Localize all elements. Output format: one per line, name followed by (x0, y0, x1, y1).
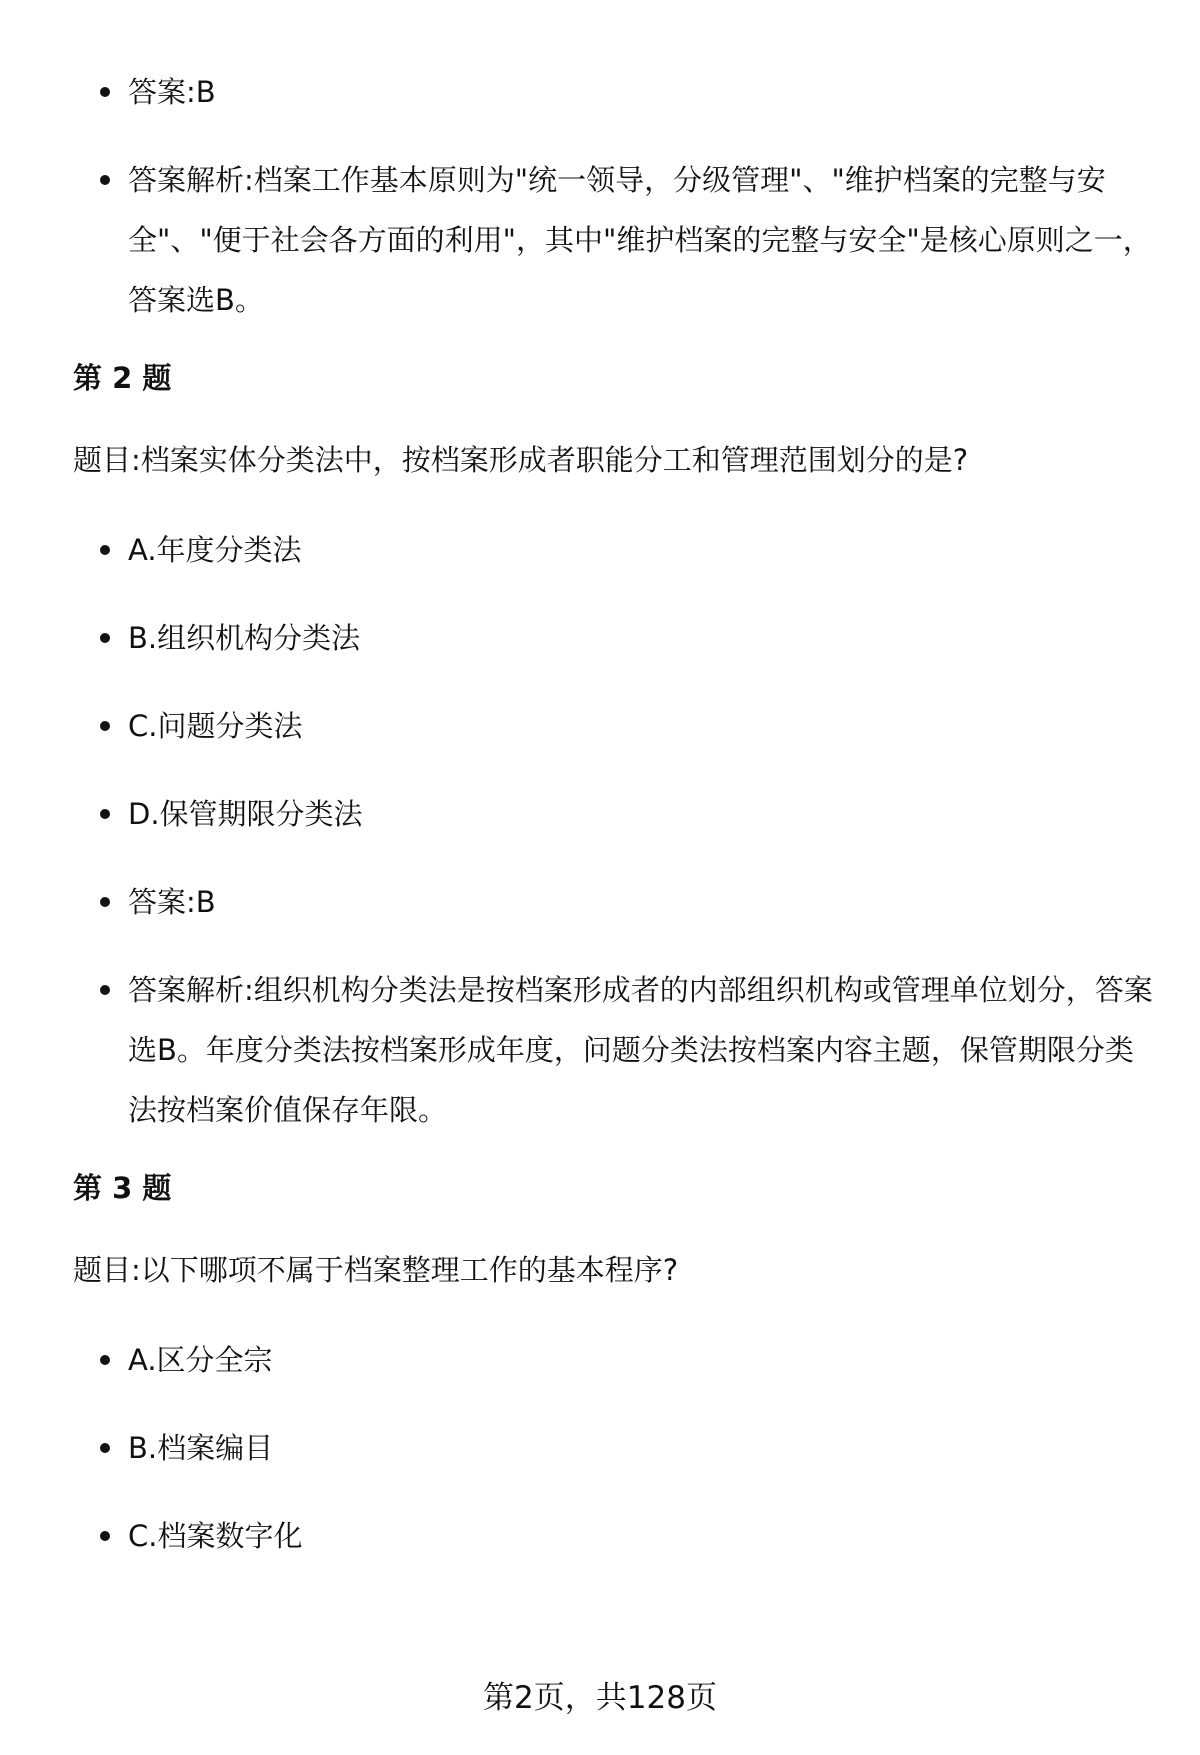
q2-option-c: C.问题分类法 (73, 696, 1153, 756)
q3-option-a: A.区分全宗 (73, 1330, 1153, 1390)
q2-answer: 答案:B (73, 872, 1153, 932)
q3-question: 题目:以下哪项不属于档案整理工作的基本程序? (73, 1253, 679, 1287)
q2-option-d: D.保管期限分类法 (73, 784, 1153, 844)
q1-list (73, 62, 1153, 330)
q1-answer: 答案:B (73, 62, 1153, 122)
q2-list (73, 520, 1153, 1140)
q2-question: 题目:档案实体分类法中，按档案形成者职能分工和管理范围划分的是? (73, 443, 969, 477)
page-content (73, 62, 1153, 1594)
q3-heading: 第 3 题 (73, 1171, 172, 1205)
q2-option-a: A.年度分类法 (73, 520, 1153, 580)
q2-explanation: 答案解析:组织机构分类法是按档案形成者的内部组织机构或管理单位划分，答案选B。年度分类法按档案形成年度，问题分类法按档案内容主题，保管期限分类法按档案价值保存年限。 (73, 960, 1153, 1140)
q2-heading: 第 2 题 (73, 361, 172, 395)
q3-list (73, 1330, 1153, 1566)
page-number-footer: 第2页，共128页 (483, 1680, 717, 1716)
q3-option-c: C.档案数字化 (73, 1506, 1153, 1566)
q2-option-b: B.组织机构分类法 (73, 608, 1153, 668)
q3-option-b: B.档案编目 (73, 1418, 1153, 1478)
q1-explanation: 答案解析:档案工作基本原则为"统一领导，分级管理"、"维护档案的完整与安全"、"便于社会各方面的利用"，其中"维护档案的完整与安全"是核心原则之一，答案选B。 (73, 150, 1153, 330)
